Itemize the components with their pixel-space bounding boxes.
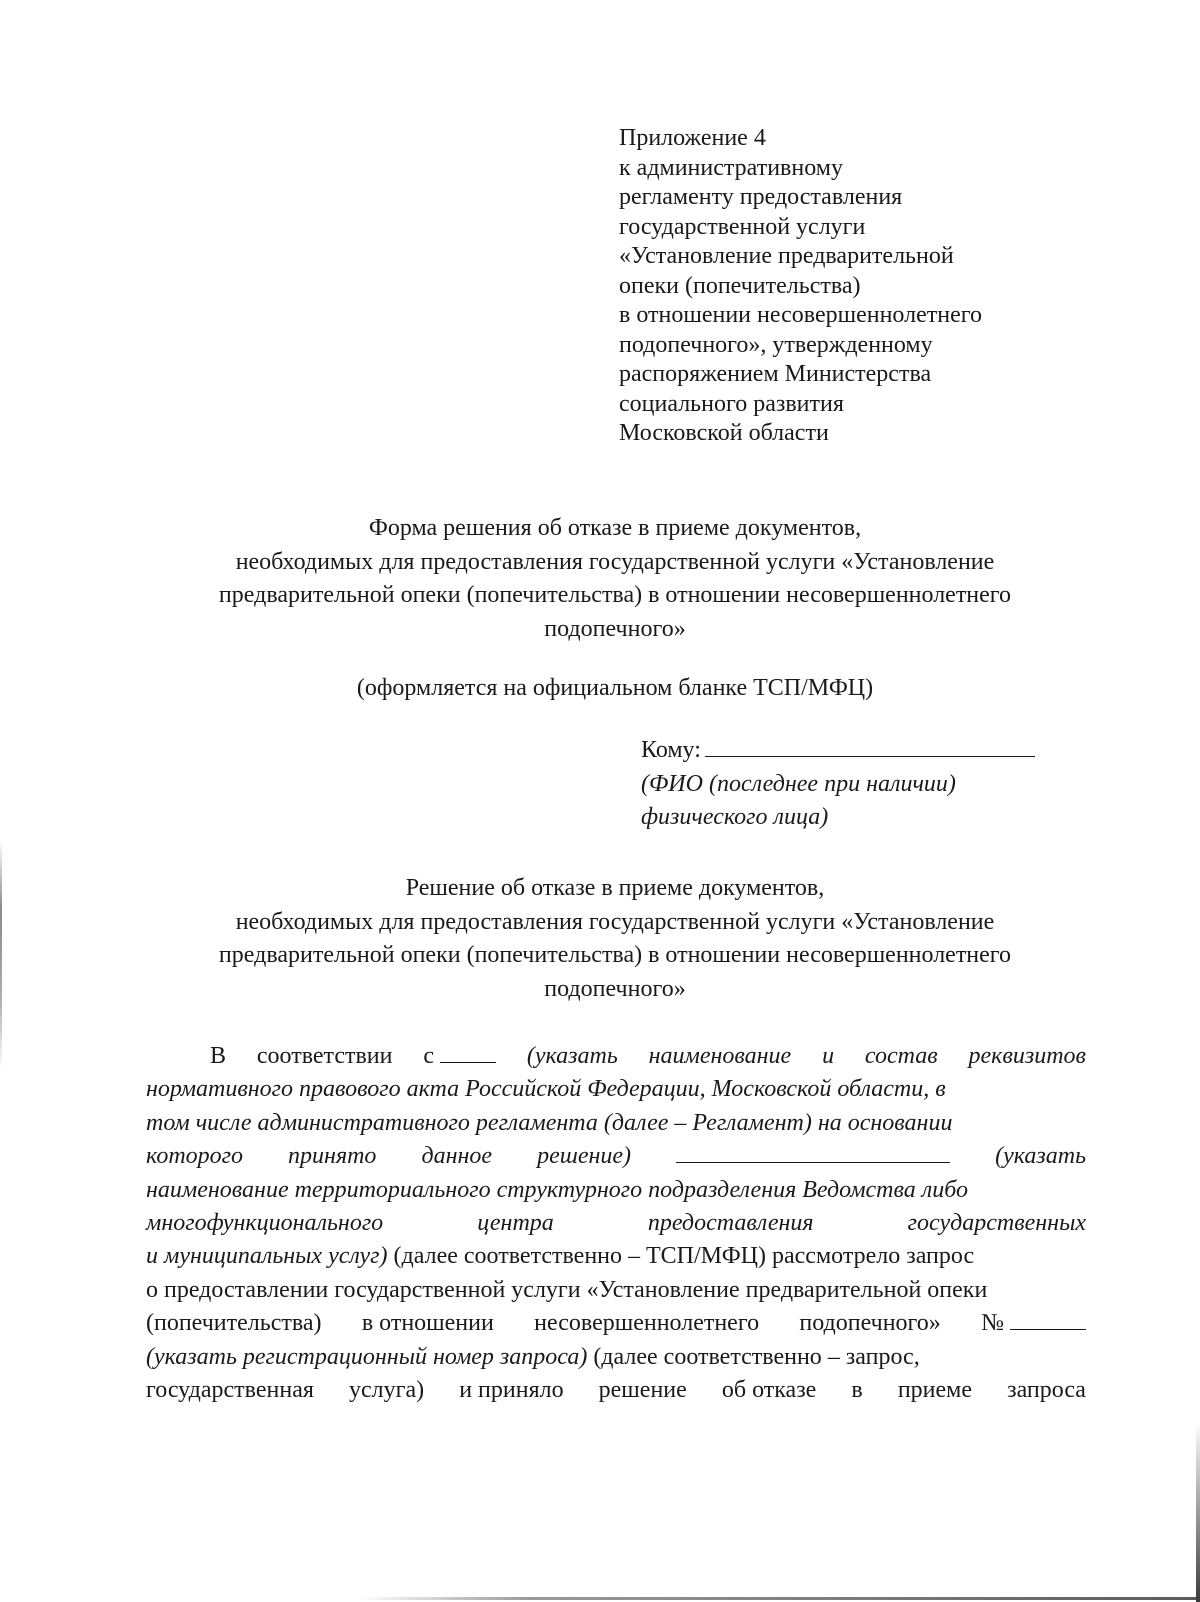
body-line bbox=[146, 1207, 1086, 1240]
form-title-line: подопечного» bbox=[544, 615, 686, 642]
body-word: (попечительства) bbox=[146, 1310, 322, 1337]
body-word: несовершеннолетнего bbox=[534, 1310, 760, 1337]
body-line-text: о предоставлении государственной услуги «Установление предварительной опеки bbox=[146, 1276, 988, 1303]
body-word: приеме bbox=[897, 1376, 973, 1403]
form-title bbox=[140, 512, 1090, 646]
annex-line: подопечного», утвержденному bbox=[619, 331, 933, 358]
recipient-name-field[interactable] bbox=[705, 736, 1035, 757]
recipient-block bbox=[641, 734, 1035, 835]
number-sign: № bbox=[981, 1310, 1004, 1337]
body-word: соответствии bbox=[256, 1043, 393, 1069]
body-word: запроса bbox=[1007, 1376, 1086, 1403]
annex-line: Приложение 4 bbox=[619, 125, 766, 151]
decision-title-line: предварительной опеки (попечительства) в отношении несовершеннолетнего bbox=[218, 942, 1012, 968]
body-line bbox=[146, 1073, 1086, 1106]
body-line bbox=[146, 1040, 1086, 1073]
annex-line: к административному bbox=[619, 154, 843, 181]
body-word: об отказе bbox=[721, 1376, 817, 1403]
department-field[interactable] bbox=[676, 1140, 950, 1163]
body-word: реквизитов bbox=[968, 1043, 1086, 1069]
body-line-text: (указать регистрационный номер запроса) bbox=[146, 1343, 588, 1370]
body-word: данное bbox=[421, 1143, 493, 1170]
body-word: принято bbox=[288, 1143, 377, 1170]
annex-line: опеки (попечительства) bbox=[619, 272, 861, 299]
body-word: с bbox=[423, 1043, 434, 1069]
body-word: в bbox=[851, 1376, 863, 1403]
body-line bbox=[146, 1307, 1086, 1340]
body-line bbox=[146, 1140, 1086, 1173]
recipient-hint: (ФИО (последнее при наличии) bbox=[641, 770, 956, 797]
body-word: государственных bbox=[907, 1209, 1086, 1236]
body-line-text: (далее соответственно – ТСП/МФЦ) рассмотрело запрос bbox=[387, 1243, 975, 1270]
scan-artifact-bottom bbox=[360, 1597, 1200, 1600]
body-word: центра bbox=[477, 1209, 554, 1236]
annex-line: социального развития bbox=[619, 390, 844, 417]
decision-title bbox=[140, 872, 1090, 1006]
body-line bbox=[146, 1274, 1086, 1307]
body-word: решение bbox=[598, 1376, 687, 1403]
annex-header bbox=[619, 124, 982, 449]
form-note-text: (оформляется на официальном бланке ТСП/МФЦ) bbox=[356, 675, 874, 701]
form-title-line: Форма решения об отказе в приеме документов, bbox=[368, 515, 862, 541]
body-paragraph bbox=[146, 1040, 1086, 1407]
decision-title-line: Решение об отказе в приеме документов, bbox=[405, 875, 825, 901]
body-word: которого bbox=[146, 1143, 244, 1170]
form-title-line: необходимых для предоставления государственной услуги «Установление bbox=[235, 548, 995, 575]
body-word: наименование bbox=[648, 1043, 792, 1069]
body-line bbox=[146, 1174, 1086, 1207]
scan-artifact-left bbox=[0, 840, 2, 1070]
annex-line: Московской области bbox=[619, 420, 829, 446]
body-word: в отношении bbox=[361, 1310, 494, 1337]
scan-artifact-right bbox=[1196, 1422, 1200, 1602]
body-word: и bbox=[822, 1043, 835, 1069]
body-line bbox=[146, 1107, 1086, 1140]
body-line bbox=[146, 1341, 1086, 1374]
body-word: многофункционального bbox=[146, 1209, 384, 1236]
body-line-text: (далее соответственно – запрос, bbox=[587, 1343, 920, 1370]
body-word: услуга) bbox=[348, 1376, 425, 1403]
body-word: государственная bbox=[146, 1376, 314, 1403]
annex-line: регламенту предоставления bbox=[619, 184, 903, 210]
body-word: состав bbox=[864, 1043, 938, 1069]
body-word: В bbox=[210, 1043, 227, 1069]
recipient-hint: физического лица) bbox=[641, 804, 829, 830]
form-title-line: предварительной опеки (попечительства) в отношении несовершеннолетнего bbox=[218, 582, 1012, 608]
body-line-text: наименование территориального структурного подразделения Ведомства либо bbox=[146, 1176, 968, 1203]
body-line-text: том числе административного регламента (далее – Регламент) на основании bbox=[146, 1109, 953, 1136]
body-word: подопечного» bbox=[799, 1310, 941, 1337]
annex-line: в отношении несовершеннолетнего bbox=[619, 302, 982, 328]
body-word: (указать bbox=[995, 1143, 1086, 1170]
request-number-field[interactable] bbox=[1010, 1307, 1086, 1330]
recipient-label: Кому: bbox=[641, 737, 701, 763]
decision-title-line: подопечного» bbox=[544, 975, 686, 1002]
annex-line: распоряжением Министерства bbox=[619, 361, 932, 387]
body-line bbox=[146, 1240, 1086, 1273]
form-note bbox=[140, 672, 1090, 706]
body-line bbox=[146, 1374, 1086, 1407]
annex-line: государственной услуги bbox=[619, 213, 866, 240]
body-word: предоставления bbox=[647, 1209, 814, 1236]
body-line-text: нормативного правового акта Российской Федерации, Московской области, в bbox=[146, 1076, 946, 1103]
body-word: решение) bbox=[537, 1143, 632, 1170]
legal-act-field[interactable] bbox=[440, 1040, 496, 1063]
body-word: и приняло bbox=[459, 1376, 564, 1403]
body-line-text: и муниципальных услуг) bbox=[146, 1243, 388, 1270]
annex-line: «Установление предварительной bbox=[619, 243, 954, 269]
decision-title-line: необходимых для предоставления государственной услуги «Установление bbox=[235, 908, 995, 935]
body-word: (указать bbox=[526, 1043, 618, 1069]
